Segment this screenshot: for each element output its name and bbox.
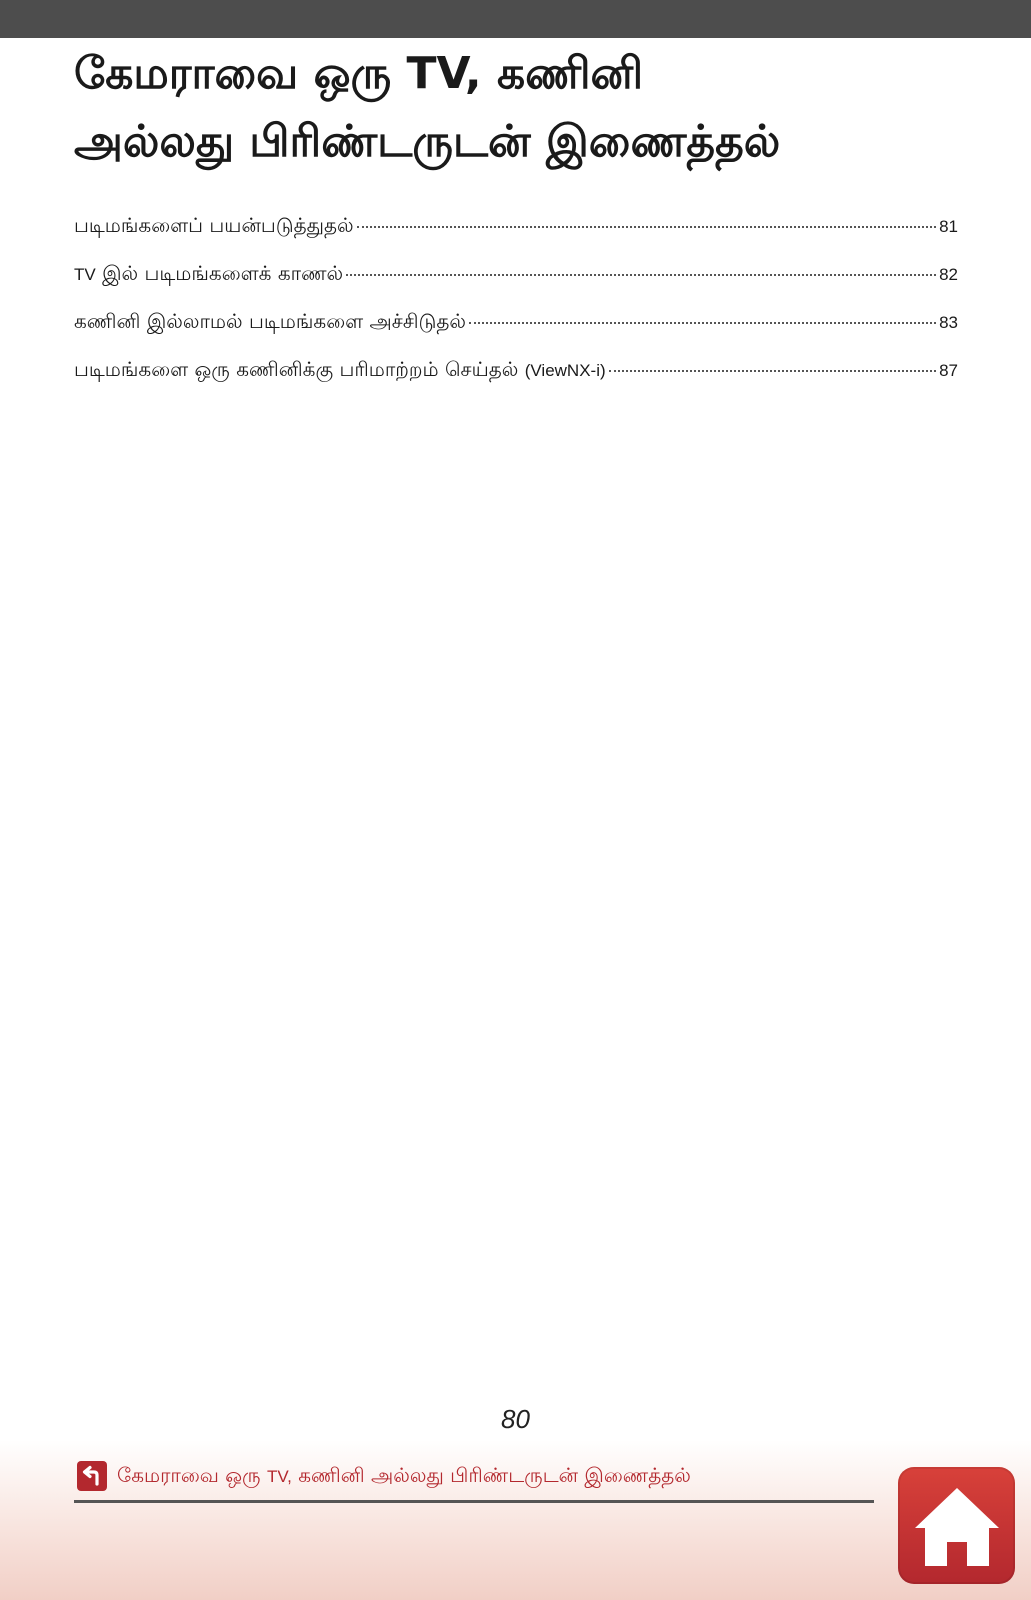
home-icon: [911, 1480, 1003, 1572]
toc-page-number: 83: [939, 313, 958, 332]
chapter-title: [74, 40, 974, 176]
toc-page-number: 81: [939, 217, 958, 236]
toc-entry-label: கணினி இல்லாமல் படிமங்களை அச்சிடுதல்: [74, 309, 466, 333]
toc-entry-transfer-to-computer[interactable]: [74, 357, 958, 405]
toc-entry-view-on-tv[interactable]: [74, 261, 958, 309]
footer-divider: [74, 1500, 874, 1503]
toc-entry-label: படிமங்களை ஒரு கணினிக்கு பரிமாற்றம் செய்தல் (ViewNX-i): [74, 357, 606, 381]
footer-section-link[interactable]: [77, 1461, 691, 1491]
toc-page-number: 87: [939, 361, 958, 380]
toc-leader-dots: [469, 322, 936, 324]
toc-leader-dots: [346, 274, 936, 276]
chapter-title-line2: அல்லது பிரிண்டருடன் இணைத்தல்: [74, 116, 781, 167]
table-of-contents: [74, 213, 958, 405]
chapter-title-line1: கேமராவை ஒரு TV, கணினி: [74, 48, 644, 99]
toc-entry-label: TV இல் படிமங்களைக் காணல்: [74, 261, 344, 285]
toc-entry-using-images[interactable]: [74, 213, 958, 261]
return-arrow-icon[interactable]: [77, 1461, 107, 1491]
toc-page-number: 82: [939, 265, 958, 284]
toc-entry-label: படிமங்களைப் பயன்படுத்துதல்: [74, 213, 354, 237]
toc-leader-dots: [609, 370, 936, 372]
toc-entry-print-without-computer[interactable]: [74, 309, 958, 357]
home-button[interactable]: [898, 1467, 1015, 1584]
toc-leader-dots: [357, 226, 936, 228]
footer-section-title[interactable]: கேமராவை ஒரு TV, கணினி அல்லது பிரிண்டருடன் இணைத்தல்: [117, 1462, 691, 1487]
page-number: 80: [501, 1404, 530, 1434]
top-bar: [0, 0, 1031, 38]
